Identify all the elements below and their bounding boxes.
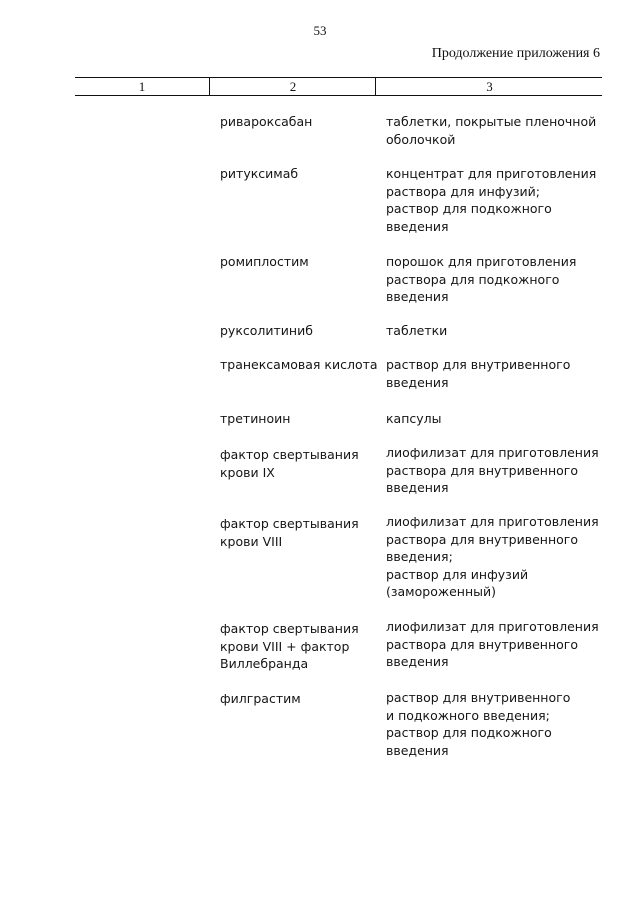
drug-name-line: ривароксабан (220, 114, 313, 129)
page-number: 53 (313, 23, 327, 38)
drug-name-line: фактор свертывания (220, 621, 359, 636)
drug-name-line: крови VIII + фактор (220, 638, 350, 654)
drug-name-line: филграстим (220, 691, 301, 706)
drug-name (220, 620, 380, 673)
dosage-form-line: раствора для внутривенного (386, 531, 578, 547)
dosage-form-line: введения (386, 374, 449, 390)
drug-name-line: транексамовая кислота (220, 357, 378, 372)
table-header (75, 77, 602, 96)
drug-name (220, 515, 380, 550)
dosage-form-line: раствора для внутривенного (386, 636, 578, 652)
dosage-form-line: концентрат для приготовления (386, 166, 597, 181)
drug-name-line: крови IX (220, 464, 275, 480)
drug-name-line: ромиплостим (220, 254, 309, 269)
dosage-form-line: (замороженный) (386, 584, 497, 599)
drug-name (220, 322, 380, 340)
dosage-form (386, 356, 611, 391)
dosage-form (386, 113, 611, 148)
drug-name-line: фактор свертывания (220, 447, 359, 462)
dosage-form-line: лиофилизат для приготовления (386, 514, 599, 529)
dosage-form-line: раствор для инфузий (386, 566, 529, 582)
dosage-form-line: раствор для внутривенного (386, 690, 571, 705)
drug-name-line: фактор свертывания (220, 516, 359, 531)
dosage-form-line: введения (386, 480, 449, 495)
dosage-form-line: введения (386, 654, 449, 669)
dosage-form (386, 444, 611, 497)
dosage-form-line: раствора для внутривенного (386, 462, 578, 478)
drug-name (220, 690, 380, 708)
dosage-form-line: раствора для подкожного (386, 271, 560, 287)
dosage-form-line: введения (386, 742, 449, 758)
dosage-form (386, 618, 611, 671)
dosage-form-line: раствор для внутривенного (386, 357, 571, 372)
header-col-2: 2 (209, 78, 376, 95)
dosage-form-line: оболочкой (386, 131, 456, 147)
dosage-form-line: лиофилизат для приготовления (386, 619, 599, 634)
dosage-form-line: введения (386, 289, 449, 304)
drug-name (220, 410, 380, 428)
drug-name-line: руксолитиниб (220, 323, 313, 338)
drug-name-line: Виллебранда (220, 656, 309, 671)
dosage-form (386, 253, 611, 306)
dosage-form (386, 322, 611, 340)
dosage-form-line: таблетки (386, 323, 448, 338)
drug-name-line: ритуксимаб (220, 166, 299, 181)
dosage-form-line: введения; (386, 549, 453, 564)
header-col-1: 1 (138, 79, 146, 94)
drug-name (220, 165, 380, 183)
dosage-form-line: введения (386, 218, 449, 234)
dosage-form-line: раствор для подкожного (386, 201, 552, 216)
dosage-form-line: раствор для подкожного (386, 725, 552, 740)
dosage-form-line: порошок для приготовления (386, 254, 577, 269)
dosage-form (386, 689, 611, 759)
drug-name (220, 253, 380, 271)
drug-name (220, 113, 380, 131)
header-col-3: 3 (375, 78, 603, 95)
dosage-form-line: таблетки, покрытые пленочной (386, 114, 597, 129)
drug-name (220, 356, 380, 374)
drug-name (220, 446, 380, 481)
dosage-form (386, 410, 611, 428)
drug-name-line: крови VIII (220, 533, 283, 549)
drug-name-line: третиноин (220, 411, 291, 426)
dosage-form-line: и подкожного введения; (386, 707, 550, 723)
dosage-form (386, 513, 611, 601)
continuation-title: Продолжение приложения 6 (431, 46, 600, 61)
dosage-form-line: капсулы (386, 411, 442, 426)
dosage-form-line: лиофилизат для приготовления (386, 445, 599, 460)
dosage-form-line: раствора для инфузий; (386, 183, 540, 199)
dosage-form (386, 165, 611, 235)
